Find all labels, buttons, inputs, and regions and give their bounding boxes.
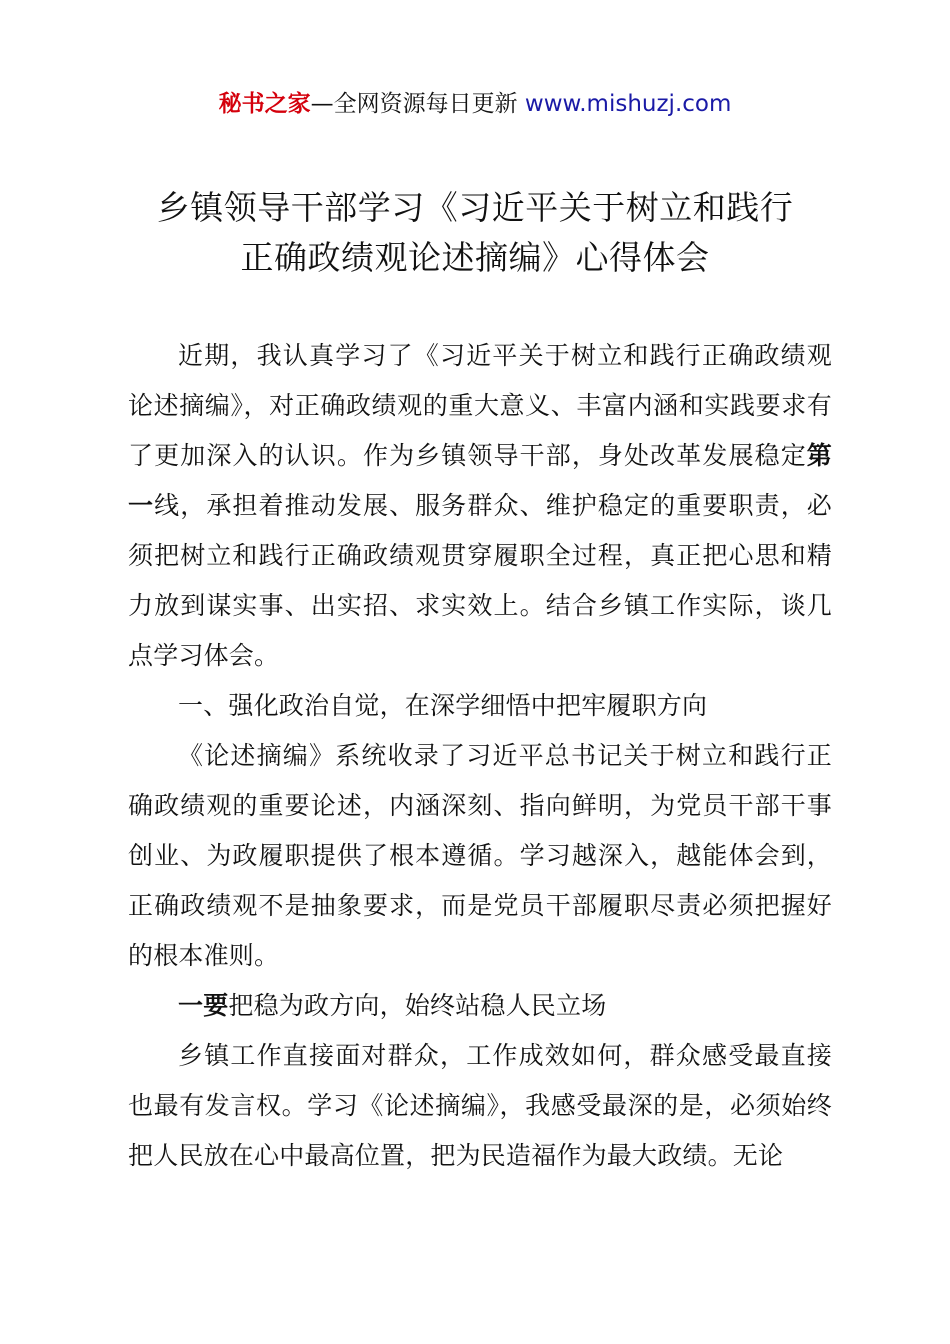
paragraph-subsection-1: 乡镇工作直接面对群众，工作成效如何，群众感受最直接也最有发言权。学习《论述摘编》，我感受最深的是，必须始终把人民放在心中最高位置，把为民造福作为最大政绩。无论	[128, 1041, 832, 1170]
title-line-2: 正确政绩观论述摘编》心得体会	[240, 238, 710, 277]
paragraph-intro-part-1: 近期，我认真学习了《习近平关于树立和践行正确政绩观论述摘编》，对正确政绩观的重大意义、丰富内涵和实践要求有了更加深入的认识。作为乡镇领导干部，身处改革发展稳定	[128, 341, 832, 470]
title-line-1: 乡镇领导干部学习《习近平关于树立和践行	[156, 188, 794, 227]
section-heading-1: 一、强化政治自觉，在深学细悟中把牢履职方向	[178, 691, 708, 720]
site-tagline: —全网资源每日更新	[310, 91, 525, 117]
site-header	[0, 86, 950, 122]
paragraph-intro-bold: 第一	[128, 441, 832, 520]
document-body	[128, 331, 832, 1181]
subheading-1-bold: 一要	[178, 991, 229, 1020]
site-url-link[interactable]: www.mishuzj.com	[524, 91, 732, 117]
paragraph-intro	[128, 331, 832, 681]
subheading-1-text: 把稳为政方向，始终站稳人民立场	[228, 991, 607, 1020]
document-title	[100, 183, 850, 283]
site-brand: 秘书之家	[218, 91, 311, 117]
paragraph-intro-part-2: 线，承担着推动发展、服务群众、维护稳定的重要职责，必须把树立和践行正确政绩观贯穿履职全过程，真正把心思和精力放到谋实事、出实招、求实效上。结合乡镇工作实际，谈几点学习体会。	[128, 491, 832, 670]
subheading-1	[128, 981, 832, 1031]
paragraph-section-1: 《论述摘编》系统收录了习近平总书记关于树立和践行正确政绩观的重要论述，内涵深刻、指向鲜明，为党员干部干事创业、为政履职提供了根本遵循。学习越深入，越能体会到，正确政绩观不是抽象要求，而是党员干部履职尽责必须把握好的根本准则。	[128, 741, 832, 970]
